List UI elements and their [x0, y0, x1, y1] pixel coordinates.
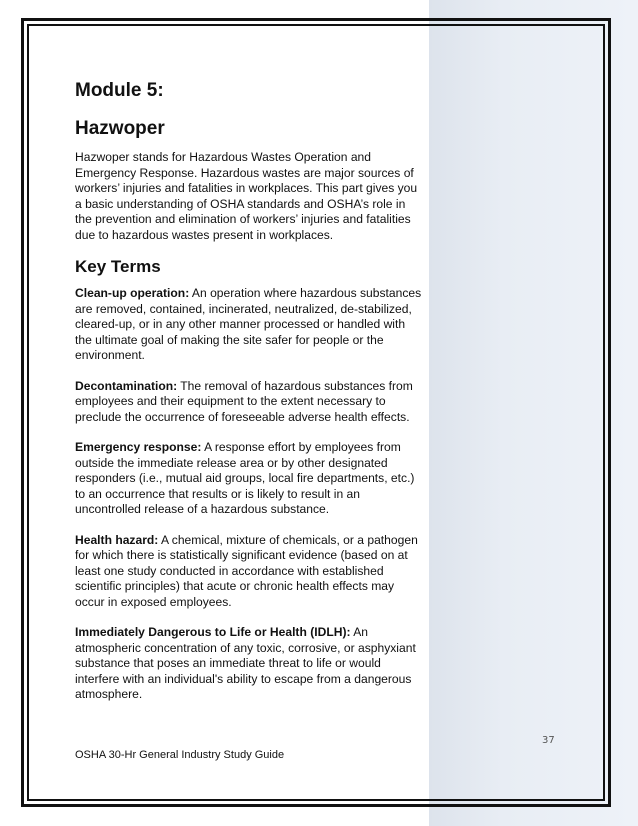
term-emergency-response — [75, 440, 425, 518]
term-health-hazard — [75, 533, 425, 611]
term-clean-up-operation — [75, 286, 425, 364]
key-terms-heading: Key Terms — [75, 257, 161, 276]
term-name: Health hazard: — [75, 532, 159, 547]
term-definition: A chemical, mixture of chemicals, or a pathogen for which there is statistically significant evidence (based on at least one study conducted in accordance with established scientific principles) that acute or chronic health effects may occur in exposed employees. — [75, 532, 418, 609]
term-definition: An operation where hazardous substances are removed, contained, incinerated, neutralized, de-stabilized, cleared-up, or in any other manner processed or handled with the ultimate goal of making the site safer for people or the environment. — [75, 286, 422, 362]
page-content — [75, 80, 425, 703]
term-definition: An atmospheric concentration of any toxic, corrosive, or asphyxiant substance that poses an immediate threat to life or would interfere with an individual's ability to escape from a dangerous atmosphere. — [75, 625, 416, 701]
page-number: 37 — [542, 735, 555, 746]
module-title: Module 5: — [75, 80, 164, 101]
term-idlh — [75, 625, 425, 703]
term-definition: A response effort by employees from outside the immediate release area or by other designated responders (i.e., mutual aid groups, local fire departments, etc.) to an occurrence that results or is likely to result in an uncontrolled release of a hazardous substance. — [75, 440, 415, 516]
module-subtitle: Hazwoper — [75, 118, 165, 139]
term-name: Decontamination: — [75, 378, 178, 393]
term-definition: The removal of hazardous substances from employees and their equipment to the extent necessary to preclude the occurrence of foreseeable adverse health effects. — [75, 378, 413, 424]
footer-text: OSHA 30-Hr General Industry Study Guide — [75, 749, 285, 761]
intro-paragraph: Hazwoper stands for Hazardous Wastes Operation and Emergency Response. Hazardous wastes are major sources of workers’ injuries and fatalities in workplaces. This part gives you a basic understanding of OSHA standards and OSHA’s role in the prevention and elimination of workers’ injuries and fatalities due to hazardous wastes present in workplaces. — [75, 150, 418, 242]
term-decontamination — [75, 379, 425, 426]
term-name: Clean-up operation: — [75, 286, 190, 300]
term-name: Emergency response: — [75, 440, 202, 454]
term-name: Immediately Dangerous to Life or Health (IDLH): — [75, 625, 351, 639]
